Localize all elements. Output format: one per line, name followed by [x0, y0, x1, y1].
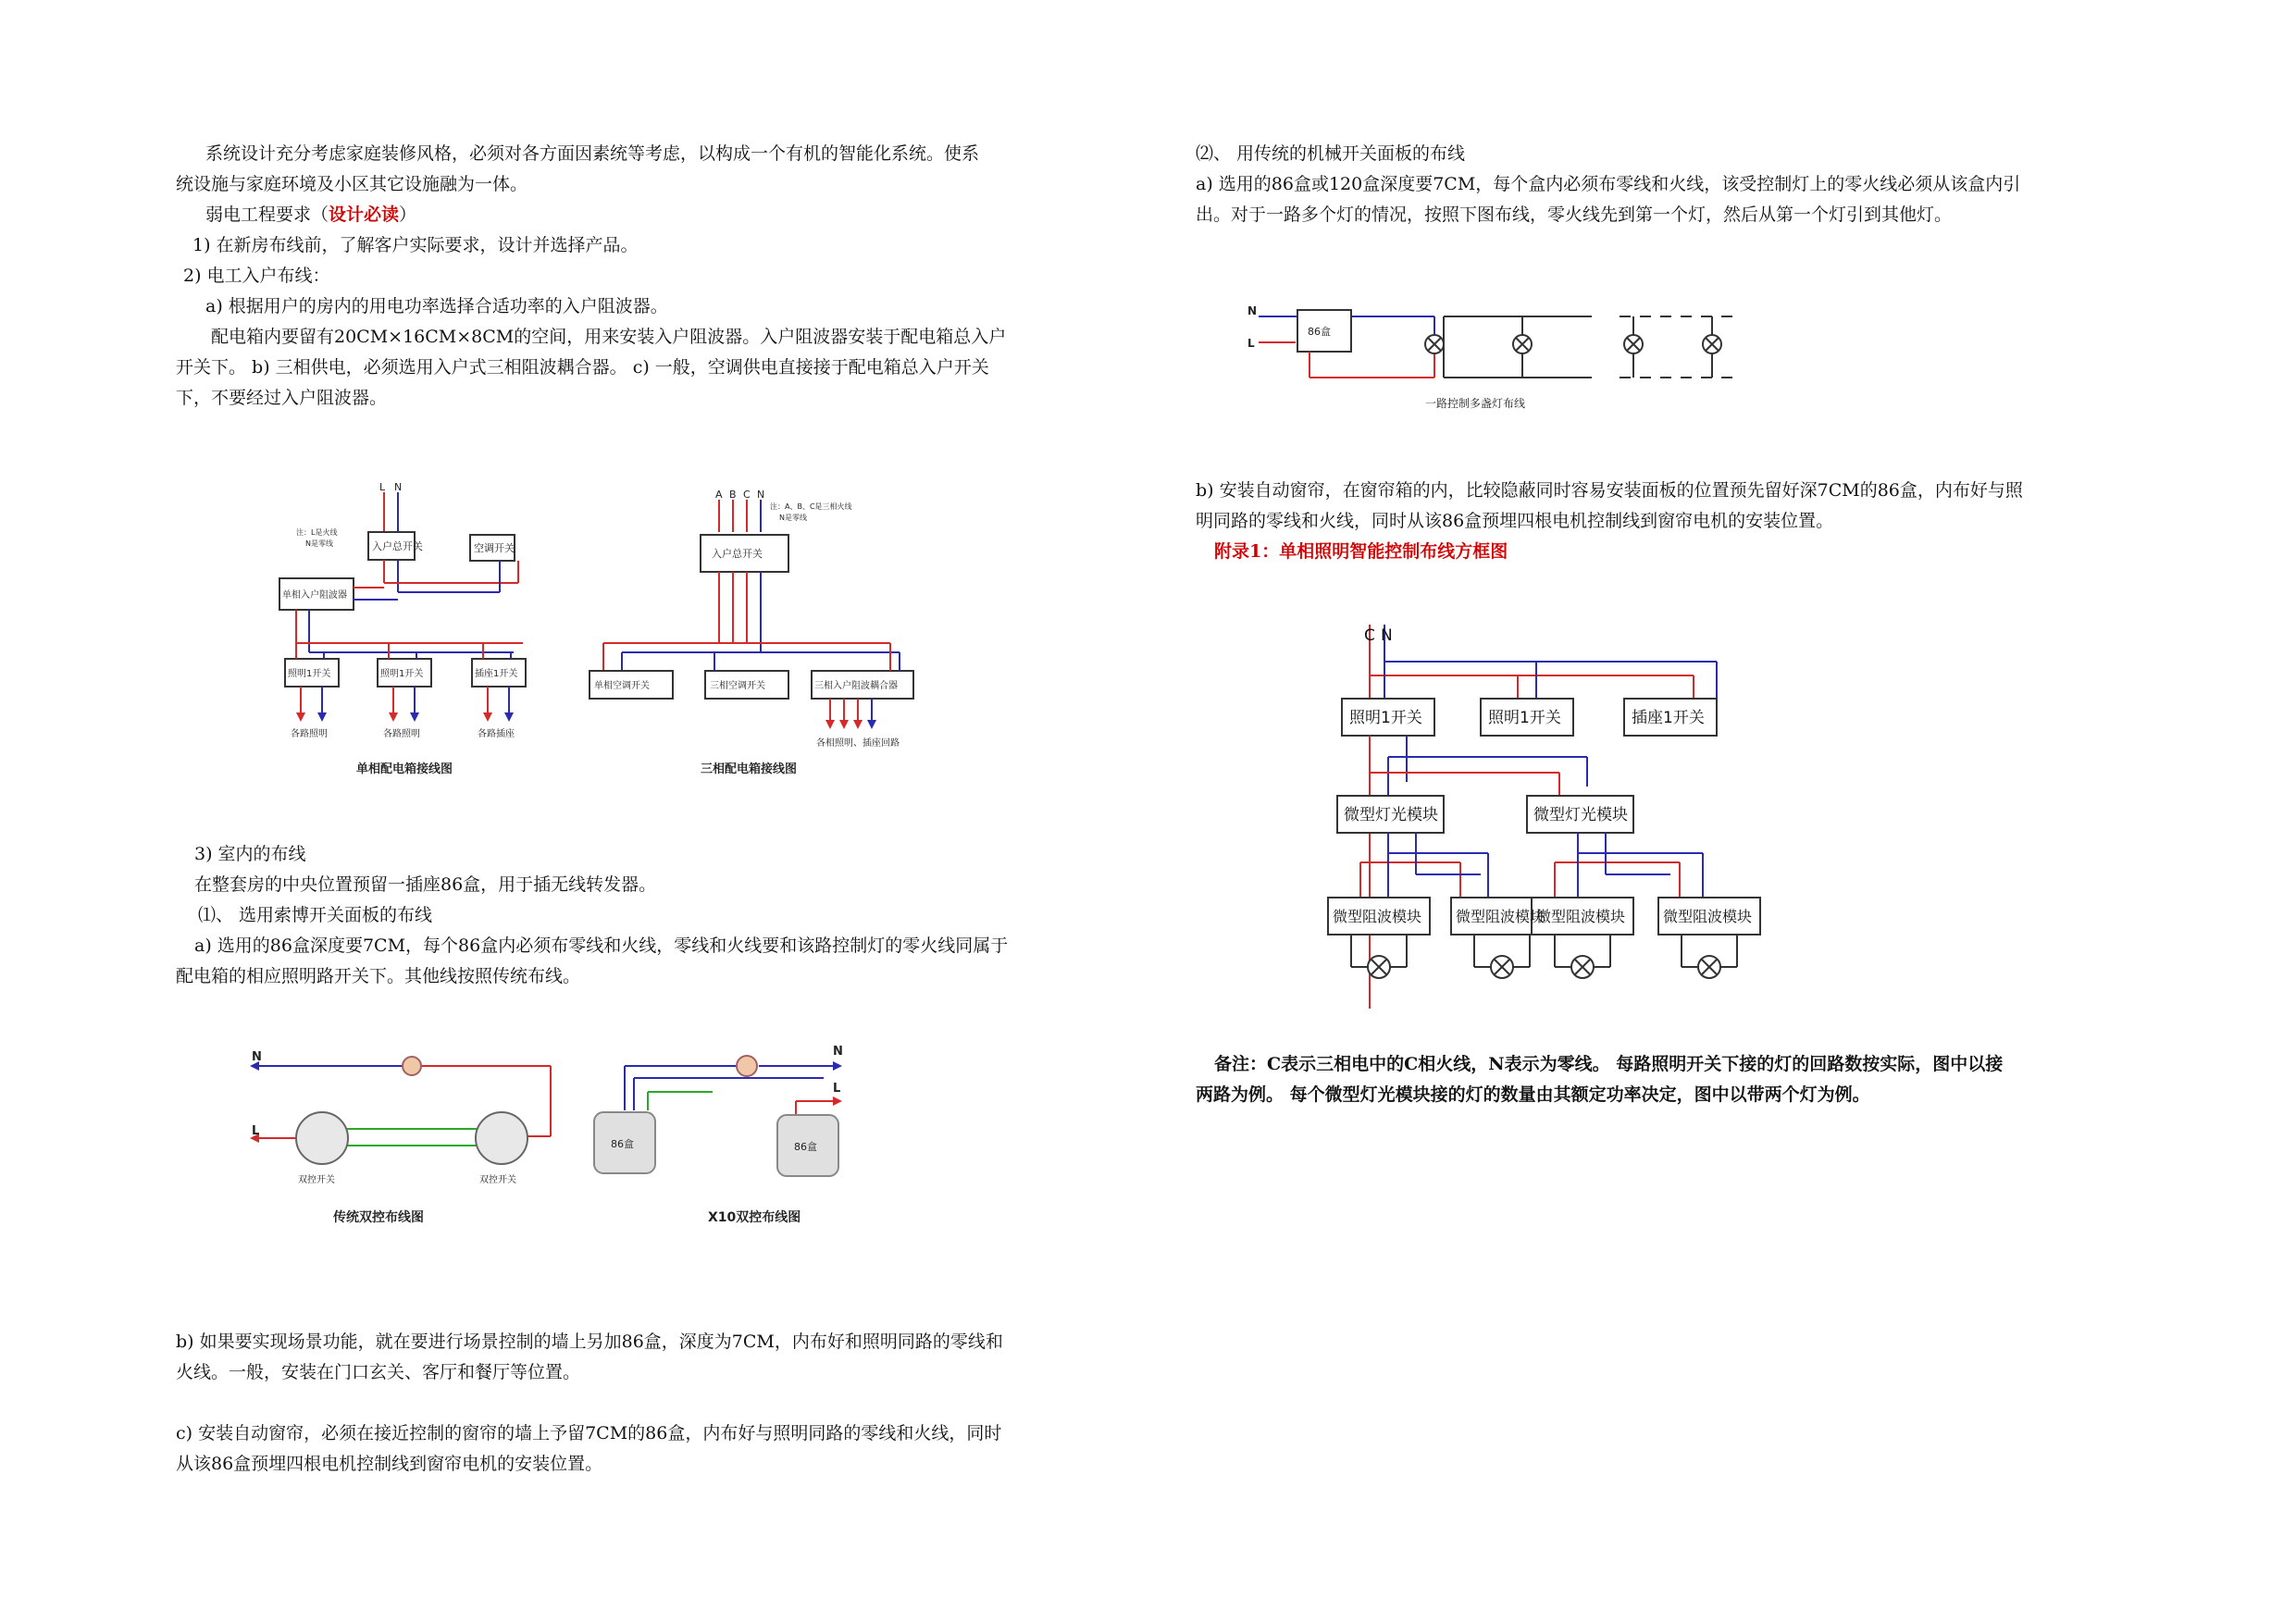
item-3: 3) 室内的布线 — [194, 844, 306, 864]
item-1: 1) 在新房布线前，了解客户实际要求，设计并选择产品。 — [192, 235, 639, 255]
single-note-2: N是零线 — [305, 539, 333, 548]
note-line-1: 备注：C表示三相电中的C相火线，N表示为零线。 每路照明开关下接的灯的回路数按实际，图中以接 — [1214, 1054, 2004, 1074]
block-sw2: 照明1开关 — [1488, 709, 1561, 727]
single-ac-switch: 空调开关 — [474, 542, 515, 554]
item-3a-line-1: a) 选用的86盒深度要7CM，每个86盒内必须布零线和火线，零线和火线要和该路控制灯的零火线同属于 — [194, 935, 1009, 956]
single-sw2: 照明1开关 — [380, 669, 424, 679]
item-3a-line-2: 配电箱的相应照明路开关下。其他线按照传统布线。 — [176, 966, 581, 986]
b-line-1: b) 如果要实现场景功能，就在要进行场景控制的墙上另加86盒，深度为7CM，内布好和照明同路的零线和 — [176, 1332, 1003, 1352]
item-2a: a) 根据用户的房内的用电功率选择合适功率的入户阻波器。 — [205, 296, 668, 316]
item-2-line-2: 开关下。 b) 三相供电，必须选用入户式三相阻波耦合器。 c) 一般，空调供电直接接于配电箱总入户开关 — [176, 357, 989, 378]
three-sw2: 三相空调开关 — [710, 681, 765, 691]
lamp-box: 86盒 — [1308, 326, 1331, 338]
dual-label-N2: N — [833, 1045, 843, 1059]
single-out1: 各路照明 — [291, 729, 328, 739]
right-heading-2: ⑵、 用传统的机械开关面板的布线 — [1196, 143, 1466, 164]
right-b-line-1: b) 安装自动窗帘，在窗帘箱的内，比较隐蔽同时容易安装面板的位置预先留好深7CM的86盒，内布好与照 — [1196, 480, 2023, 501]
multi-lamp-diagram — [1240, 287, 1749, 416]
dual-switch-label-1: 双控开关 — [298, 1175, 335, 1185]
three-sw3: 三相入户阻波耦合器 — [814, 681, 898, 691]
lamp-label-N: N — [1247, 304, 1258, 317]
single-sw1: 照明1开关 — [288, 669, 331, 679]
three-label-A: A — [715, 489, 723, 501]
item-2-line-3: 下，不要经过入户阻波器。 — [176, 388, 388, 408]
c-line-1: c) 安装自动窗帘，必须在接近控制的窗帘的墙上予留7CM的86盒，内布好与照明同路的零线和火线，同时 — [176, 1423, 1002, 1443]
block-mod1: 微型灯光模块 — [1344, 806, 1438, 824]
right-b-line-2: 明同路的零线和火线，同时从该86盒预埋四根电机控制线到窗帘电机的安装位置。 — [1196, 511, 1834, 531]
item-2: 2) 电工入户布线： — [183, 266, 330, 286]
block-mod2: 微型灯光模块 — [1533, 806, 1628, 824]
three-label-B: B — [729, 489, 737, 501]
dual-caption-1: 传统双控布线图 — [333, 1210, 424, 1225]
block-label-C: C — [1364, 626, 1375, 645]
three-caption: 三相配电箱接线图 — [701, 762, 798, 776]
item-3-sub-1: ⑴、 选用索博开关面板的布线 — [198, 905, 433, 925]
three-label-N: N — [757, 489, 765, 501]
block-label-N: N — [1381, 626, 1393, 645]
three-label-C: C — [743, 489, 751, 501]
lamp-label-L: L — [1247, 337, 1255, 350]
right-a-line-2: 出。对于一路多个灯的情况，按照下图布线，零火线先到第一个灯，然后从第一个灯引到其他灯。 — [1196, 204, 1953, 225]
single-label-N: N — [394, 481, 403, 493]
dual-label-L2: L — [833, 1082, 841, 1096]
block-f4: 微型阻波模块 — [1663, 908, 1753, 925]
single-phase-diagram — [268, 481, 574, 777]
single-label-L: L — [379, 481, 386, 493]
dual-caption-2: X10双控布线图 — [708, 1210, 801, 1225]
three-note-2: N是零线 — [779, 514, 807, 522]
three-sw1: 单相空调开关 — [594, 681, 650, 691]
block-sw3: 插座1开关 — [1632, 709, 1705, 727]
requirements-heading — [205, 200, 416, 230]
three-phase-diagram — [585, 481, 937, 777]
c-line-2: 从该86盒预埋四根电机控制线到窗帘电机的安装位置。 — [176, 1454, 603, 1474]
block-sw1: 照明1开关 — [1349, 709, 1422, 727]
right-a-line-1: a) 选用的86盒或120盒深度要7CM，每个盒内必须布零线和火线，该受控制灯上的零火线必须从该盒内引 — [1196, 174, 2021, 194]
block-f1: 微型阻波模块 — [1333, 908, 1422, 925]
intro-line-2: 统设施与家庭环境及小区其它设施融为一体。 — [176, 174, 528, 194]
single-out3: 各路插座 — [478, 729, 515, 739]
block-f3: 微型阻波模块 — [1536, 908, 1626, 925]
appendix-heading: 附录1：单相照明智能控制布线方框图 — [1214, 541, 1508, 562]
dual-switch-label-2: 双控开关 — [479, 1175, 516, 1185]
single-sw3: 插座1开关 — [475, 669, 518, 679]
single-caption: 单相配电箱接线图 — [356, 762, 453, 776]
item-3-line-1: 在整套房的中央位置预留一插座86盒，用于插无线转发器。 — [194, 874, 657, 895]
three-out: 各相照明、插座回路 — [816, 738, 900, 749]
requirements-suffix: ） — [399, 204, 417, 225]
three-note-1: 注：A、B、C是三相火线 — [770, 502, 852, 511]
requirements-highlight: 设计必读 — [329, 204, 400, 225]
single-note-1: 注：L是火线 — [296, 528, 338, 537]
three-main-switch: 入户总开关 — [712, 548, 763, 560]
single-filter: 单相入户阻波器 — [282, 590, 347, 601]
dual-label-N: N — [252, 1050, 262, 1064]
item-2-line-1: 配电箱内要留有20CM×16CM×8CM的空间，用来安装入户阻波器。入户阻波器安装于配电箱总入户 — [211, 327, 1007, 347]
note-line-2: 两路为例。 每个微型灯光模块接的灯的数量由其额定功率决定，图中以带两个灯为例。 — [1196, 1084, 1870, 1105]
b-line-2: 火线。一般，安装在门口玄关、客厅和餐厅等位置。 — [176, 1362, 581, 1382]
dual-box-1: 86盒 — [611, 1138, 634, 1150]
block-diagram — [1323, 620, 1842, 1009]
single-out2: 各路照明 — [383, 729, 420, 739]
block-f2: 微型阻波模块 — [1456, 908, 1545, 925]
dual-label-L: L — [252, 1124, 260, 1138]
single-main-switch: 入户总开关 — [372, 540, 423, 552]
lamp-caption: 一路控制多盏灯布线 — [1425, 397, 1526, 410]
dual-box-2: 86盒 — [794, 1141, 817, 1153]
dual-control-diagram — [241, 1027, 907, 1286]
intro-line-1: 系统设计充分考虑家庭装修风格，必须对各方面因素统等考虑，以构成一个有机的智能化系统。使系 — [205, 143, 980, 164]
requirements-prefix: 弱电工程要求（ — [205, 204, 329, 225]
